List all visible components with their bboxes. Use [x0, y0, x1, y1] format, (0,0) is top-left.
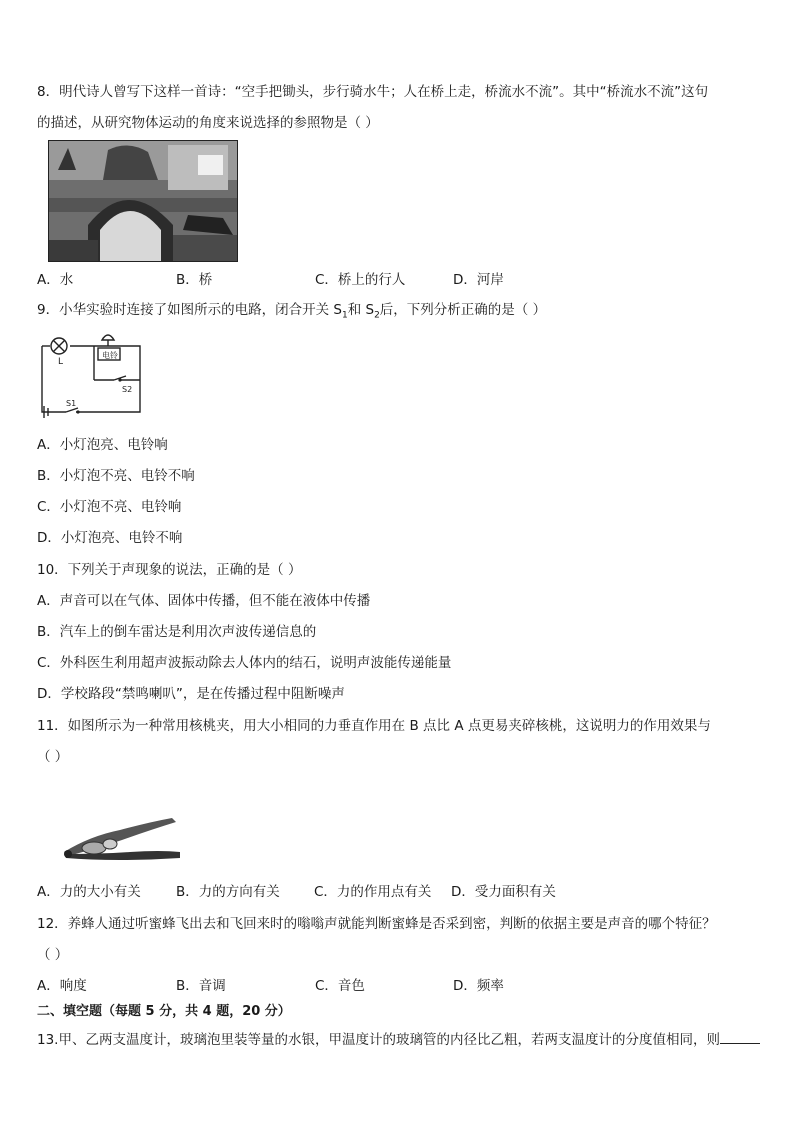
q8-option-d[interactable]: D．河岸	[453, 272, 504, 288]
lamp-label: L	[58, 357, 64, 367]
bell-label: 电铃	[102, 351, 118, 360]
q11-stem-line1: 11．如图所示为一种常用核桃夹，用大小相同的力垂直作用在 B 点比 A 点更易夹碎核桃，这说明力的作用效果与	[37, 718, 711, 734]
section-title: 二、填空题（每题 5 分，共 4 题，20 分）	[37, 1004, 291, 1019]
q10-stem: 10．下列关于声现象的说法，正确的是（ ）	[37, 562, 302, 578]
q10-option-a[interactable]: A．声音可以在气体、固体中传播，但不能在液体中传播	[37, 593, 371, 609]
q9-stem: 9．小华实验时连接了如图所示的电路，闭合开关 $S_1$和 $S_2$后，下列分析正确的是（ ）	[37, 302, 547, 321]
q11-options	[37, 882, 757, 902]
q8-stem-line2: 的描述，从研究物体运动的角度来说选择的参照物是（ ）	[37, 115, 379, 131]
q11-option-a[interactable]: A．力的大小有关	[37, 884, 141, 900]
q9-option-c[interactable]: C．小灯泡不亮、电铃响	[37, 499, 182, 515]
s2-label: S2	[122, 385, 133, 394]
q9-option-a[interactable]: A．小灯泡亮、电铃响	[37, 437, 168, 453]
q12-options	[37, 976, 757, 996]
q8-option-b[interactable]: B．桥	[176, 272, 213, 288]
q8-option-a[interactable]: A．水	[37, 272, 74, 288]
s1-label: S1	[66, 399, 77, 408]
q13-answer-blank[interactable]	[720, 1029, 760, 1044]
bridge-photo	[48, 140, 238, 262]
q8-stem-line1: 8．明代诗人曾写下这样一首诗：“空手把锄头，步行骑水牛；人在桥上走，桥流水不流”。其中“桥流水不流”这句	[37, 84, 709, 100]
q10-option-c[interactable]: C．外科医生利用超声波振动除去人体内的结石，说明声波能传递能量	[37, 655, 452, 671]
q12-option-b[interactable]: B．音调	[176, 978, 226, 994]
q12-stem-line2: （ ）	[37, 947, 69, 963]
q10-option-d[interactable]: D．学校路段“禁鸣喇叭”，是在传播过程中阻断噪声	[37, 686, 345, 702]
q8-option-c[interactable]: C．桥上的行人	[315, 272, 406, 288]
q12-option-a[interactable]: A．响度	[37, 978, 87, 994]
q12-option-d[interactable]: D．频率	[453, 978, 504, 994]
nutcracker-image	[60, 812, 184, 866]
q11-stem-line2: （ ）	[37, 749, 69, 765]
q11-option-d[interactable]: D．受力面积有关	[451, 884, 556, 900]
q13-stem: 13.甲、乙两支温度计，玻璃泡里装等量的水银，甲温度计的玻璃管的内径比乙粗，若两支温度计的分度值相同，则	[37, 1029, 760, 1050]
q11-option-c[interactable]: C．力的作用点有关	[314, 884, 432, 900]
q11-option-b[interactable]: B．力的方向有关	[176, 884, 280, 900]
q9-option-b[interactable]: B．小灯泡不亮、电铃不响	[37, 468, 195, 484]
circuit-diagram	[36, 328, 146, 420]
q9-option-d[interactable]: D．小灯泡亮、电铃不响	[37, 530, 183, 546]
q8-options	[37, 270, 757, 290]
q12-stem-line1: 12．养蜂人通过听蜜蜂飞出去和飞回来时的嗡嗡声就能判断蜜蜂是否采到密，判断的依据主要是声音的哪个特征？	[37, 916, 716, 932]
q12-option-c[interactable]: C．音色	[315, 978, 365, 994]
q10-option-b[interactable]: B．汽车上的倒车雷达是利用次声波传递信息的	[37, 624, 317, 640]
